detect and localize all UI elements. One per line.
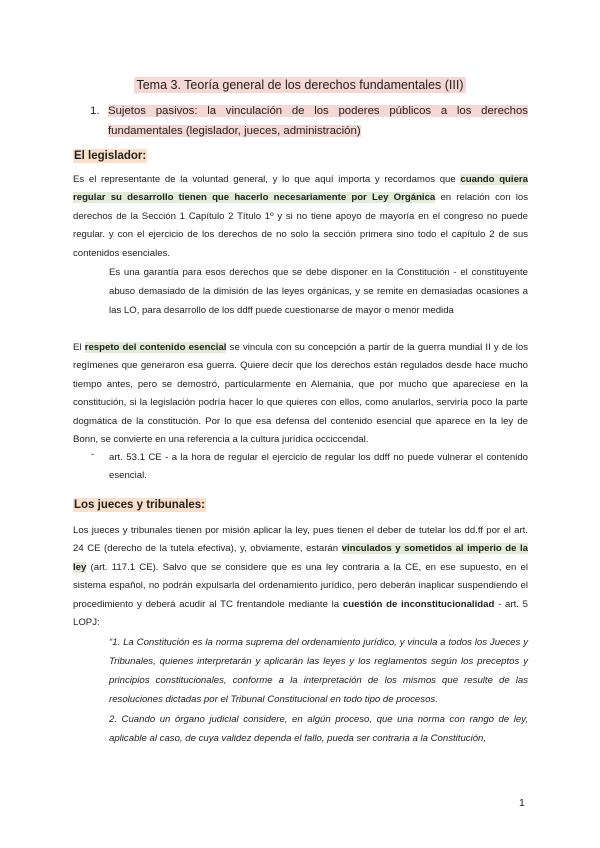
highlight-ley-organica: cuando quiera regular su desarrollo tienen que hacerlo necesariamente por Ley Orgánica — [73, 174, 528, 204]
quote-garantia: Es una garantía para esos derechos que se debe disponer en la Constitución - el constituyente abuso demasiado de la dimisión de las leyes orgánicas, y se remite en demasiadas ocasiones a las LO, para desarrollo de los ddff puede cuestionarse de mayor o menor medida — [109, 267, 528, 316]
document-title — [0, 76, 600, 94]
paragraph-legislador-1: Es el representante de la voluntad general, y lo que aquí importa y recordamos que cuando quiera regular su desarrollo tienen que hacerlo necesariamente por Ley Orgánica en relación con los derechos de la Sección 1 Capítulo 2 Título 1º y si no tiene apoyo de mayoría en el congreso no puede regular. y con el ejercicio de los derechos de no solo la sección primera sino todo el capítulo 2 de sus contenidos esenciales. — [73, 174, 528, 259]
bullet-art-53: art. 53.1 CE - a la hora de regular el ejercicio de regular los ddff no puede vulnerar el contenido esencial. — [109, 452, 528, 482]
document-title-text: Tema 3. Teoría general de los derechos fundamentales (III) — [136, 78, 464, 92]
bold-cuestion-inconstitucionalidad: cuestión de inconstitucionalidad — [342, 598, 495, 610]
highlight-contenido-esencial: respeto del contenido esencial — [84, 342, 227, 353]
page-number: 1 — [519, 797, 525, 809]
highlight-imperio-ley: vinculados y sometidos al imperio de la ley — [73, 543, 528, 573]
heading-number: 1. — [90, 105, 100, 117]
paragraph-legislador-2: El respeto del contenido esencial se vincula con su concepción a partir de la guerra mundial II y de los regímenes que generaron esa guerra. Quiere decir que los derechos están regulados desde hace mucho tiempo antes, pero se demostró, particularmente en Alemania, que por mucho que apareciese en la constitución, si la legislación podría hacer lo que quieres con ellos, como anularlos, serviría poco la parte dogmática de la constitución. Por lo que esa defensa del contenido esencial que aparece en la ley de Bonn, se convierte en una referencia a la cultura jurídica occiccendal. — [73, 342, 529, 446]
section-heading-jueces: Los jueces y tribunales: — [74, 499, 206, 511]
heading-text: Sujetos pasivos: la vinculación de los poderes públicos a los derechos fundamentales (legislador, jueces, administración) — [108, 105, 528, 137]
numbered-heading — [90, 102, 528, 141]
quote-art-5-1: “1. La Constitución es la norma suprema del ordenamiento jurídico, y vincula a todos los Jueces y Tribunales, quienes interpretarán y aplicarán las leyes y los reglamentos según los preceptos y principios constitucionales, conforme a la interpretación de los mismos que resulte de las resoluciones dictadas por el Tribunal Constitucional en todo tipo de procesos. — [109, 637, 528, 705]
section-heading-legislador: El legislador: — [74, 150, 147, 162]
bullet-dash: - — [91, 449, 95, 460]
paragraph-jueces-1: Los jueces y tribunales tienen por misión aplicar la ley, pues tienen el deber de tutelar los dd.ff por el art. 24 CE (derecho de la tutela efectiva), y, obviamente, estarán vinculados y sometidos al imperio de la ley (art. 117.1 CE). Salvo que se considere que es una ley contraria a la CE, en ese supuesto, en el sistema español, no podrán expulsarla del ordenamiento jurídico, pero deberán inaplicar suspendiendo el procedimiento y deberá acudir al TC frentandole mediante la cuestión de inconstitucionalidad - art. 5 LOPJ: — [73, 525, 528, 629]
quote-art-5-2: 2. Cuando un órgano judicial considere, en algún proceso, que una norma con rango de ley, aplicable al caso, de cuya validez dependa el fallo, pueda ser contraria a la Constitución, — [109, 714, 528, 744]
